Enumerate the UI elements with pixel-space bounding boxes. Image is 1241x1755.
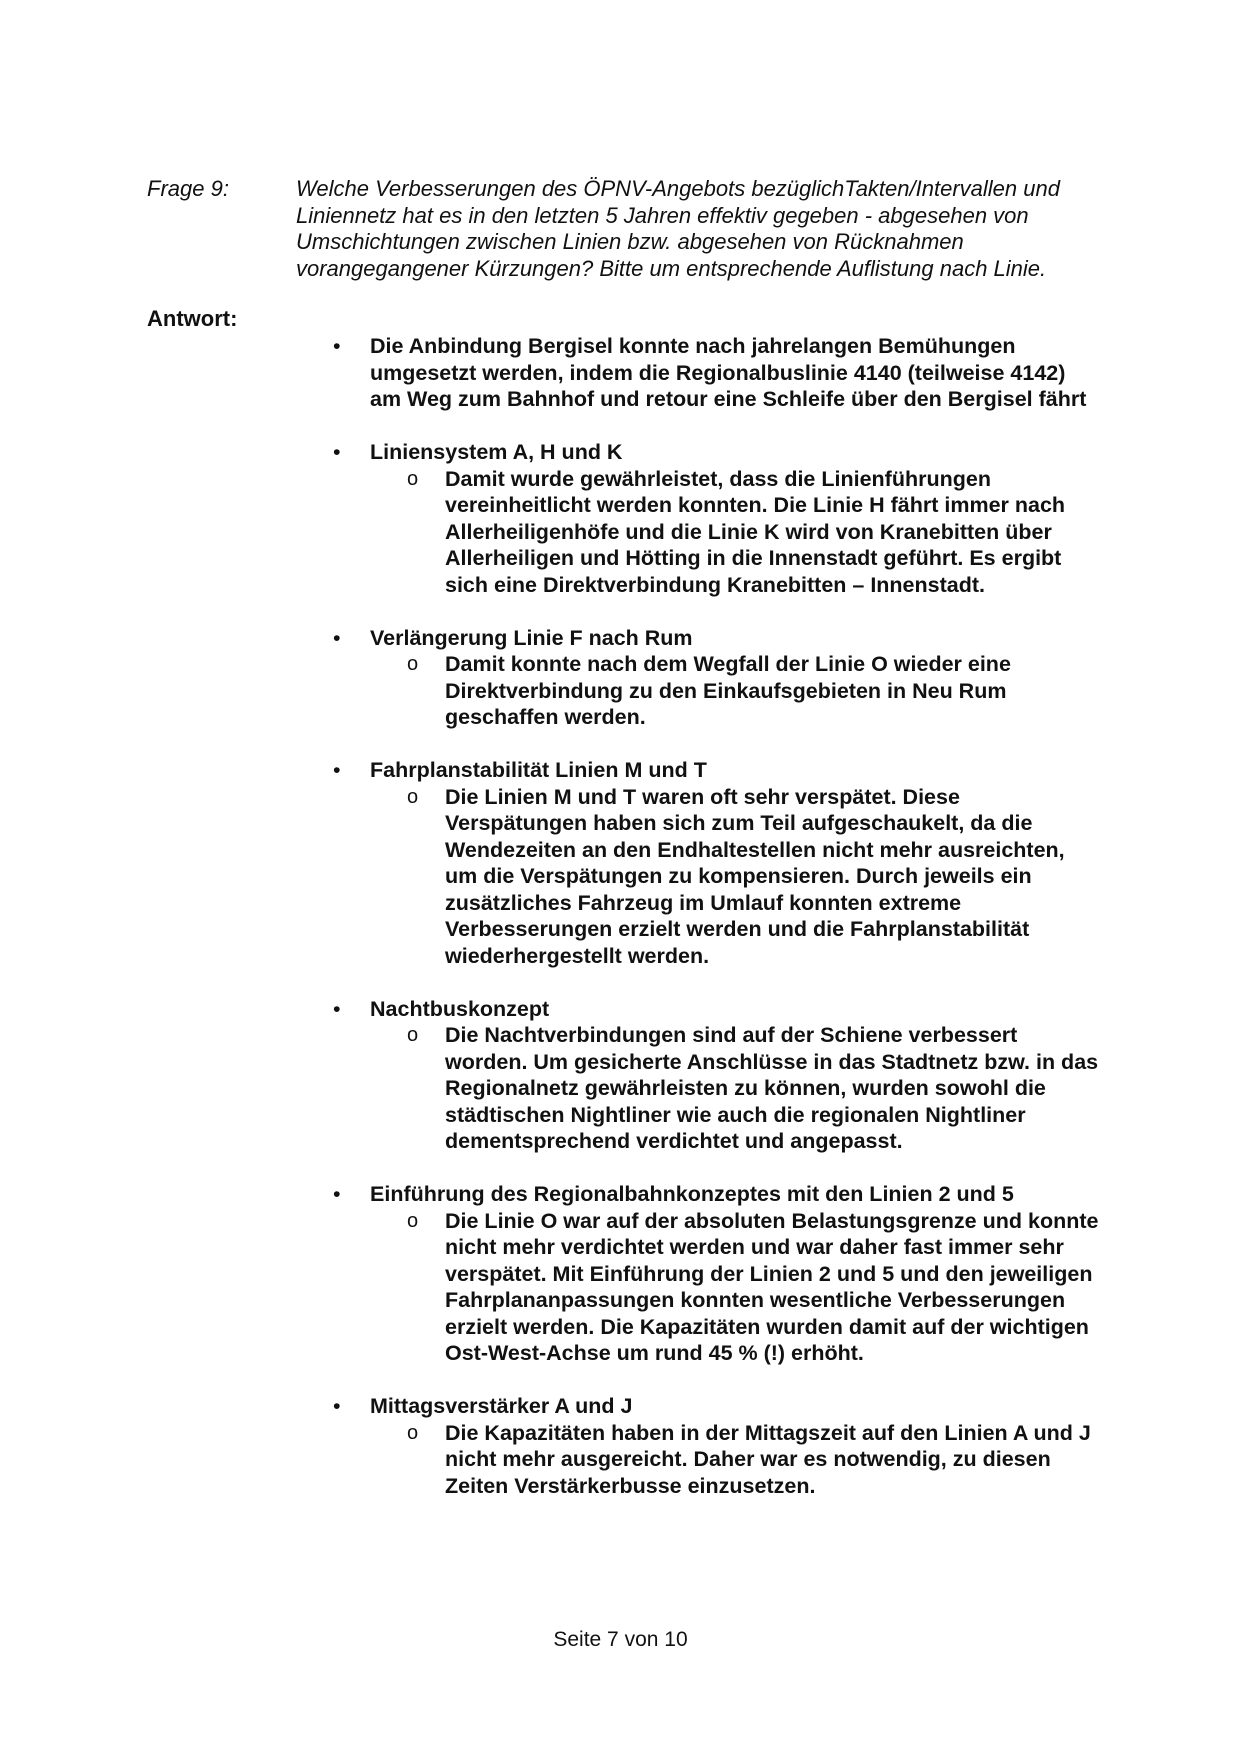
answer-subitem <box>407 1022 1100 1155</box>
bullet-icon: • <box>333 996 341 1021</box>
answer-subitem <box>407 466 1100 599</box>
answer-subitem-text: Die Nachtverbindungen sind auf der Schiene verbessert worden. Um gesicherte Anschlüsse in das Stadtnetz bzw. in das Regionalnetz gewährleisten zu können, wurden sowohl die städtischen Nightliner wie auch die regionalen Nightliner dementsprechend verdichtet und angepasst. <box>445 1023 1099 1153</box>
answer-item-title: Einführung des Regionalbahnkonzeptes mit den Linien 2 und 5 <box>370 1182 1014 1206</box>
circle-bullet-icon: o <box>407 1024 419 1046</box>
answer-item <box>333 439 1100 598</box>
answer-subitem <box>407 1420 1100 1500</box>
bullet-icon: • <box>333 334 341 358</box>
answer-item-title: Verlängerung Linie F nach Rum <box>370 625 693 650</box>
question-label: Frage 9: <box>147 176 229 201</box>
circle-bullet-icon: o <box>407 1421 419 1444</box>
answer-item-title: Fahrplanstabilität Linien M und T <box>370 758 707 782</box>
answer-item <box>333 757 1100 969</box>
circle-bullet-icon: o <box>407 785 419 808</box>
answer-subitem-text: Die Linien M und T waren oft sehr verspätet. Diese Verspätungen haben sich zum Teil aufgeschaukelt, da die Wendezeiten an den Endhaltestellen nicht mehr ausreichten, um die Verspätungen zu kompensieren. Durch jeweils ein zusätzliches Fahrzeug im Umlauf konnten extreme Verbesserungen erzielt werden und die Fahrplanstabilität wiederhergestellt werden. <box>445 784 1065 968</box>
page-number: Seite 7 von 10 <box>553 1628 688 1651</box>
bullet-icon: • <box>333 1394 341 1418</box>
circle-bullet-icon: o <box>407 653 419 675</box>
bullet-icon: • <box>333 1182 341 1206</box>
answer-item <box>333 996 1100 1155</box>
answer-list <box>333 333 1100 1526</box>
answer-subitem-text: Damit wurde gewährleistet, dass die Linienführungen vereinheitlicht werden konnten. Die Linie H fährt immer nach Allerheiligenhöfe und die Linie K wird von Kranebitten über Allerheiligen und Hötting in die Innenstadt geführt. Es ergibt sich eine Direktverbindung Kranebitten – Innenstadt. <box>445 466 1066 597</box>
answer-item <box>333 1181 1100 1367</box>
answer-item <box>333 333 1100 413</box>
answer-label: Antwort: <box>147 306 238 331</box>
answer-subitem <box>407 784 1100 970</box>
circle-bullet-icon: o <box>407 1209 419 1232</box>
bullet-icon: • <box>333 758 341 782</box>
answer-subitem <box>407 1208 1100 1367</box>
answer-item <box>333 1393 1100 1499</box>
circle-bullet-icon: o <box>407 467 419 490</box>
question-text: Welche Verbesserungen des ÖPNV-Angebots bezüglichTakten/Intervallen und Liniennetz hat es in den letzten 5 Jahren effektiv gegeben - abgesehen von Umschichtungen zwischen Linien bzw. abgesehen von Rücknahmen vorangegangener Kürzungen? Bitte um entsprechende Auflistung nach Linie. <box>296 176 1060 281</box>
answer-subitem-text: Die Kapazitäten haben in der Mittagszeit auf den Linien A und J nicht mehr ausgereicht. Daher war es notwendig, zu diesen Zeiten Verstärkerbusse einzusetzen. <box>445 1420 1091 1498</box>
answer-subitem-text: Damit konnte nach dem Wegfall der Linie O wieder eine Direktverbindung zu den Einkaufsgebieten in Neu Rum geschaffen werden. <box>445 652 1011 729</box>
bullet-icon: • <box>333 625 341 650</box>
answer-item-title: Mittagsverstärker A und J <box>370 1394 633 1418</box>
answer-item-title: Nachtbuskonzept <box>370 996 550 1021</box>
bullet-icon: • <box>333 440 341 464</box>
answer-subitem-text: Die Linie O war auf der absoluten Belastungsgrenze und konnte nicht mehr verdichtet werden und war daher fast immer sehr verspätet. Mit Einführung der Linien 2 und 5 und den jeweiligen Fahrplananpassungen konnten wesentliche Verbesserungen erzielt werden. Die Kapazitäten wurden damit auf der wichtigen Ost-West-Achse um rund 45 % (!) erhöht. <box>445 1208 1099 1365</box>
answer-item <box>333 625 1100 731</box>
answer-item-title: Liniensystem A, H und K <box>370 440 623 464</box>
answer-subitem <box>407 651 1100 731</box>
answer-item-title: Die Anbindung Bergisel konnte nach jahrelangen Bemühungen umgesetzt werden, indem die Regionalbuslinie 4140 (teilweise 4142) am Weg zum Bahnhof und retour eine Schleife über den Bergisel fährt <box>370 334 1087 411</box>
